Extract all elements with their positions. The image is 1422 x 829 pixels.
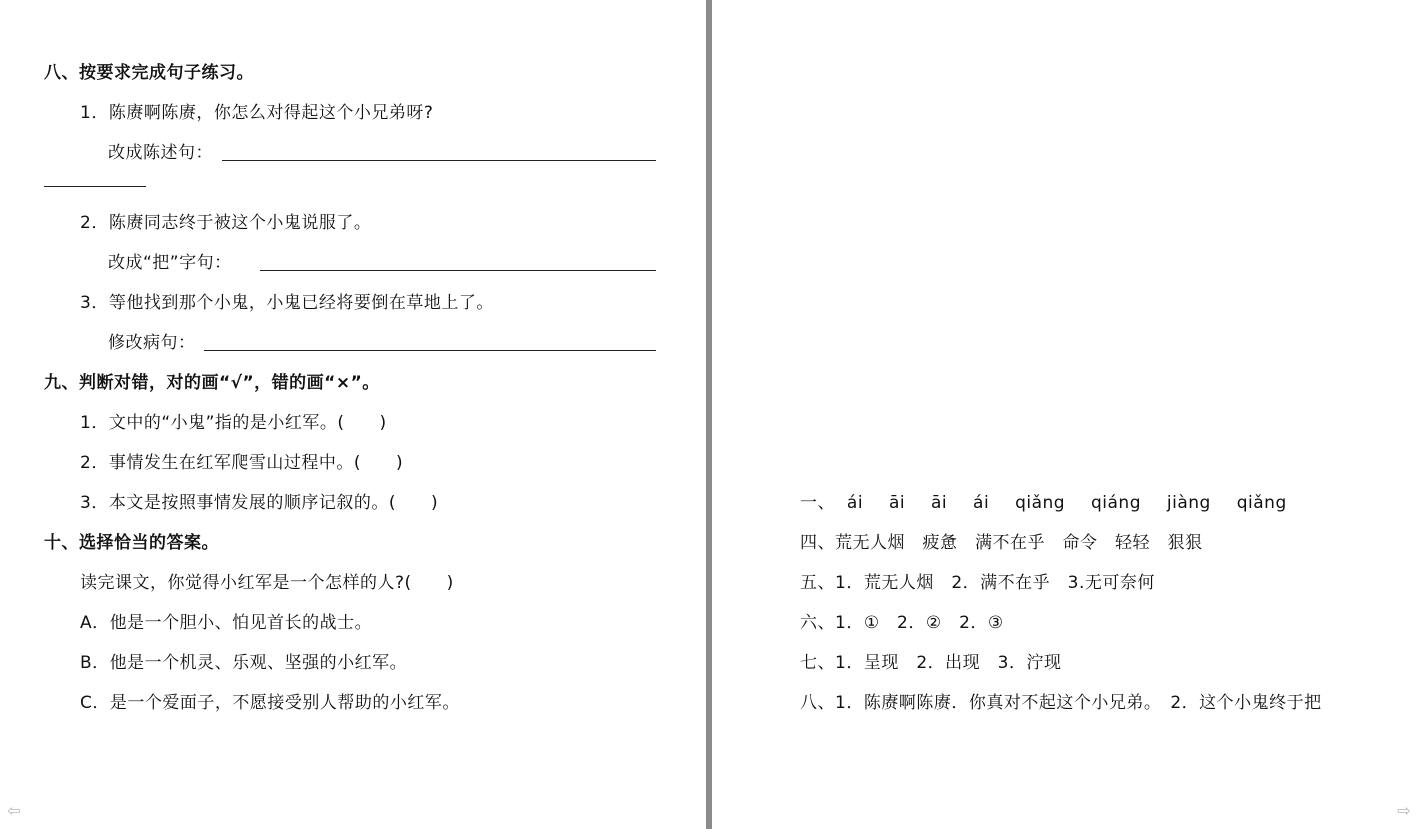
answer-8: 八、1．陈赓啊陈赓．你真对不起这个小兄弟。 2．这个小鬼终于把	[800, 693, 1322, 713]
section9-heading: 九、判断对错，对的画“√”，错的画“×”。	[44, 373, 380, 393]
answer-blank-3[interactable]	[204, 350, 656, 351]
section8-prompt-2: 改成“把”字句：	[108, 253, 232, 273]
section8-prompt-3: 修改病句：	[108, 333, 196, 353]
section10-heading: 十、选择恰当的答案。	[44, 533, 219, 553]
pinyin-item: jiàng	[1166, 493, 1211, 513]
pinyin-item: qiǎng	[1236, 493, 1287, 513]
answer-blank-1[interactable]	[222, 160, 656, 161]
section8-prompt-1: 改成陈述句：	[108, 143, 213, 163]
pinyin-item: āi	[931, 493, 948, 513]
arrow-right-icon[interactable]: ⇨	[1397, 801, 1411, 820]
answer-blank-1-continued[interactable]	[44, 186, 146, 187]
section10-option-a: A．他是一个胆小、怕见首长的战士。	[80, 613, 373, 633]
section10-question: 读完课文，你觉得小红军是一个怎样的人?( )	[80, 573, 454, 593]
section10-option-c: C．是一个爱面子，不愿接受别人帮助的小红军。	[80, 693, 460, 713]
pinyin-item: qiǎng	[1015, 493, 1066, 513]
answer-6: 六、1．① 2．② 2．③	[800, 613, 1004, 633]
pinyin-item: qiáng	[1091, 493, 1141, 513]
pinyin-item: āi	[888, 493, 906, 513]
section9-item-1: 1．文中的“小鬼”指的是小红军。( )	[80, 413, 387, 433]
section8-question-3: 3．等他找到那个小鬼，小鬼已经将要倒在草地上了。	[80, 293, 494, 313]
answer-7: 七、1．呈现 2．出现 3．泞现	[800, 653, 1062, 673]
pinyin-item: ái	[973, 493, 990, 513]
section9-item-3: 3．本文是按照事情发展的顺序记叙的。( )	[80, 493, 439, 513]
answer-1-pinyin	[800, 492, 1307, 514]
answer-4: 四、荒无人烟 疲惫 满不在乎 命令 轻轻 狠狠	[800, 533, 1203, 553]
section8-question-1: 1．陈赓啊陈赓，你怎么对得起这个小兄弟呀?	[80, 103, 434, 123]
section10-option-b: B．他是一个机灵、乐观、坚强的小红军。	[80, 653, 408, 673]
pinyin-item: ái	[846, 493, 864, 513]
answer-1-label: 一、	[800, 493, 835, 513]
left-page	[0, 0, 706, 829]
section8-question-2: 2．陈赓同志终于被这个小鬼说服了。	[80, 213, 372, 233]
section9-item-2: 2．事情发生在红军爬雪山过程中。( )	[80, 453, 404, 473]
section8-heading: 八、按要求完成句子练习。	[44, 63, 254, 83]
answer-5: 五、1．荒无人烟 2．满不在乎 3.无可奈何	[800, 573, 1155, 593]
answer-blank-2[interactable]	[260, 270, 656, 271]
right-page	[712, 0, 1422, 829]
arrow-left-icon[interactable]: ⇦	[7, 801, 21, 820]
